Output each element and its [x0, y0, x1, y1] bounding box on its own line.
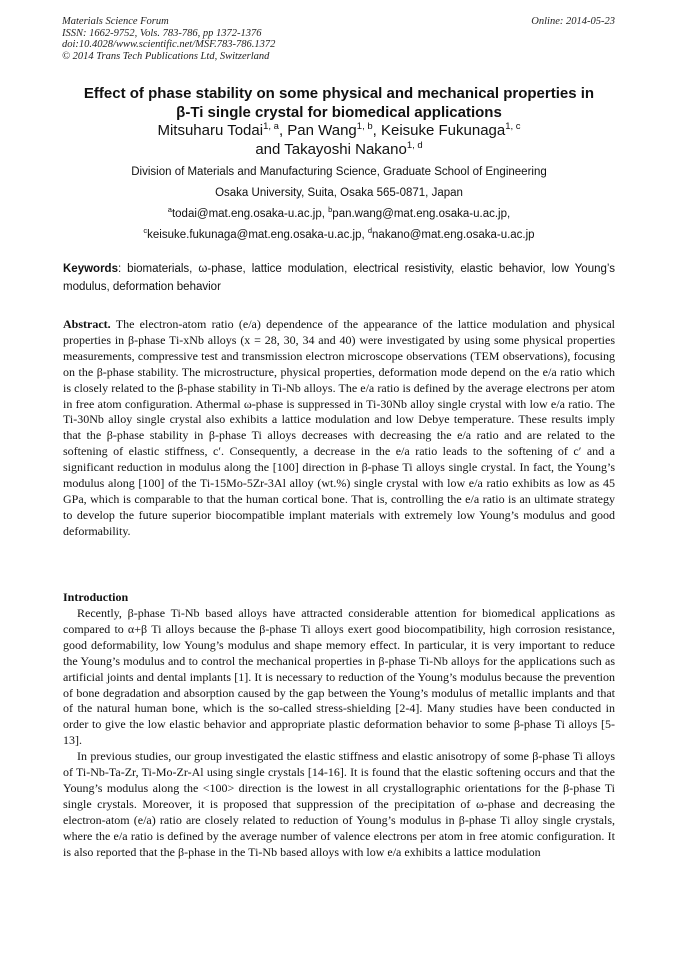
section-heading-introduction: Introduction: [63, 590, 129, 604]
keywords-label: Keywords: [63, 263, 118, 275]
journal-issn: ISSN: 1662-9752, Vols. 783-786, pp 1372-1376: [62, 27, 262, 39]
affiliation-line-2: Osaka University, Suita, Osaka 565-0871, Japan: [215, 187, 463, 199]
email-link[interactable]: nakano@mat.eng.osaka-u.ac.jp: [372, 229, 535, 241]
intro-paragraph-2: In previous studies, our group investigated the elastic stiffness and elastic anisotropy of some β-phase Ti alloys of Ti-Nb-Ta-Zr, Ti-Mo-Zr-Al using single crystals [14-16]. It is found that the elastic softening occurs and that the Young’s modulus along the <100> direction is the lowest in all crystallographic orientations for the β-phase Ti single crystals. Moreover, it is proposed that suppression of the precipitation of ω-phase and decreasing the electron-atom (e/a) ratio are closely related to reduction of Young’s modulus in β-phase Ti alloy single crystals, where the e/a ratio is defined by the average number of valence electrons per atom in free atomic configuration. It is also reported that the β-phase in the Ti-Nb based alloys with low e/a exhibits a lattice modulation: [63, 749, 615, 859]
author-line-2: [40, 140, 638, 159]
email-link[interactable]: pan.wang@mat.eng.osaka-u.ac.jp: [332, 208, 507, 220]
affiliation-block: [40, 162, 638, 246]
abstract-paragraph: [63, 317, 615, 540]
keywords-text: : biomaterials, ω-phase, lattice modulation, electrical resistivity, elastic behavior, low Young’s modulus, deformation behavior: [63, 263, 615, 293]
affiliation-line-1: Division of Materials and Manufacturing Science, Graduate School of Engineering: [131, 166, 547, 178]
email-mark: c: [143, 226, 148, 235]
author-affil-mark: 1, b: [356, 121, 373, 132]
author-affil-mark: 1, a: [263, 121, 279, 132]
title-line-1: Effect of phase stability on some physical and mechanical properties in: [83, 85, 595, 102]
email-line-1: $^a$todai@mat.eng.osaka-u.ac.jp, $^b$pan.wang@mat.eng.osaka-u.ac.jp,: [167, 205, 511, 220]
paper-title: [40, 84, 638, 122]
email-link[interactable]: keisuke.fukunaga@mat.eng.osaka-u.ac.jp: [147, 229, 362, 241]
abstract-label: Abstract.: [63, 317, 111, 331]
journal-doi: doi:10.4028/www.scientific.net/MSF.783-786.1372: [62, 39, 276, 50]
email-line-2: $^c$keisuke.fukunaga@mat.eng.osaka-u.ac.jp, $^d$nakano@mat.eng.osaka-u.ac.jp: [143, 226, 535, 241]
email-link[interactable]: todai@mat.eng.osaka-u.ac.jp: [171, 208, 322, 220]
author-name: Mitsuharu Todai: [157, 122, 264, 139]
online-date: Online: 2014-05-23: [531, 16, 615, 27]
author-and: and: [255, 141, 285, 158]
author-line-1: Mitsuharu Todai$^{1, a}$, Pan Wang$^{1, b}$, Keisuke Fukunaga$^{1, c}$: [157, 121, 521, 139]
email-mark: d: [367, 226, 373, 235]
title-line-2: β-Ti single crystal for biomedical applications: [176, 104, 502, 121]
author-name: Keisuke Fukunaga: [380, 122, 506, 139]
author-name: Pan Wang: [287, 122, 357, 139]
author-affil-mark: 1, c: [505, 121, 521, 132]
keywords-paragraph: [63, 260, 615, 296]
journal-header: [62, 16, 462, 62]
abstract-text: The electron-atom ratio (e/a) dependence of the appearance of the lattice modulation and physical properties in β-phase Ti-xNb alloys (x = 28, 30, 34 and 40) were investigated by using some physical properties measurements, compressive test and transmission electron microscope observations (TEM observations), focusing on the β-phase stability. The microstructure, physical properties, deformation mode depend on the e/a ratio which is closely related to the β-phase stability in Ti-Nb alloys. The e/a ratio is defined by the average electrons per atom in free atom configuration. Athermal ω-phase is suppressed in Ti-30Nb alloy single crystal with low e/a ratio. The Ti-30Nb alloy single crystal also exhibits a lattice modulation and low Debye temperature. These results imply that the β-phase stability in β-phase Ti alloys decreases with decreasing the e/a ratio and are related to the softening of elastic stiffness, c′. Consequently, a decrease in the e/a ratio leads to the softening of c′ and a significant reduction in modulus along the [100] direction in β-phase Ti alloys single crystal. In fact, the Young’s modulus along [100] of the Ti-15Mo-5Zr-3Al alloy (wt.%) single crystal with low e/a ratio exhibits as low as 45 GPa, which is comparable to that the human cortical bone. That is, controlling the e/a ratio is an ultimate strategy to develop the future superior biocompatible implant materials with extremely low Young’s modulus and good deformability.: [63, 317, 615, 538]
author-affil-mark: 1, d: [406, 140, 423, 151]
journal-name: Materials Science Forum: [62, 16, 169, 27]
introduction-body: [63, 606, 615, 861]
journal-copyright: © 2014 Trans Tech Publications Ltd, Switzerland: [62, 50, 270, 62]
email-mark: a: [167, 205, 172, 214]
email-mark: b: [328, 205, 333, 214]
author-name: Takayoshi Nakano: [284, 141, 407, 158]
author-list: [40, 121, 638, 159]
intro-paragraph-1: Recently, β-phase Ti-Nb based alloys have attracted considerable attention for biomedical applications as compared to α+β Ti alloys because the β-phase Ti alloys exert good biocompatibility, high corrosion resistance, good deformability, low Young’s modulus and shape memory effect. In particular, it is very important to reduce the Young’s modulus and to control the mechanical properties in β-phase Ti-Nb alloys for the applications such as artificial joints and dental implants [1]. It is necessary to reduction of the Young’s modulus because the prevention of bone degradation and absorption caused by the gap between the Young’s modulus of metallic implants and that of the natural human bone, which is the so-called stress-shielding [2-4]. Many studies have been conducted in order to give the low elastic behavior and appropriate plastic deformation behavior to some β-phase Ti alloys [5-13].: [63, 606, 615, 748]
